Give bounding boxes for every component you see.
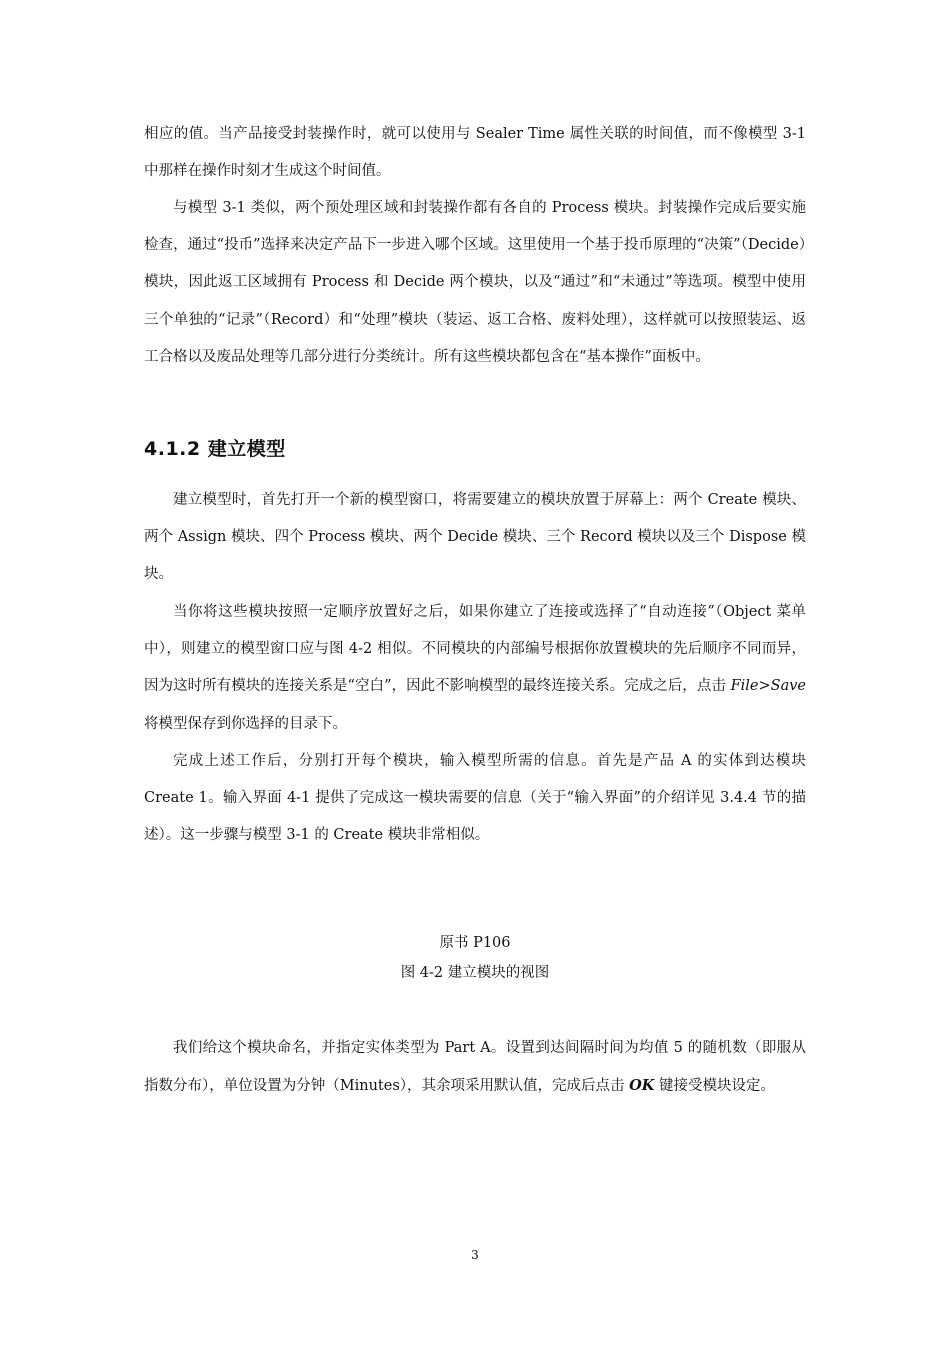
paragraph-connect-modules xyxy=(144,594,806,743)
paragraph-process-modules xyxy=(144,190,806,376)
paragraph-text-end: 键接受模块设定。 xyxy=(654,1078,775,1095)
paragraph-text-start: 当你将这些模块按照一定顺序放置好之后，如果你建立了连接或选择了“自动连接”（Object 菜单中），则建立的模型窗口应与图 4-2 相似。不同模块的内部编号根据你放置模块的先后顺序不同而异，因为这时所有模块的连接关系是“空白”，因此不影响模型的最终连接关系。完成之后，点击 xyxy=(144,604,806,695)
paragraph-name-module xyxy=(144,1030,806,1105)
section-heading: 4.1.2 建立模型 xyxy=(144,438,286,460)
paragraph-continued xyxy=(144,116,806,190)
ok-key-label: OK xyxy=(629,1077,655,1095)
paragraph-text: 相应的值。当产品接受封装操作时，就可以使用与 Sealer Time 属性关联的时间值，而不像模型 3-1 中那样在操作时刻才生成这个时间值。 xyxy=(144,126,806,180)
paragraph-place-modules xyxy=(144,482,806,594)
paragraph-text: 与模型 3-1 类似，两个预处理区域和封装操作都有各自的 Process 模块。封装操作完成后要实施检查，通过“投币”选择来决定产品下一步进入哪个区域。这里使用一个基于投币原理的“决策”（Decide）模块，因此返工区域拥有 Process 和 Decide 两个模块，以及“通过”和“未通过”等选项。模型中使用三个单独的“记录”（Record）和“处理”模块（装运、返工合格、废料处理），这样就可以按照装运、返工合格以及废品处理等几部分进行分类统计。所有这些模块都包含在“基本操作”面板中。 xyxy=(144,200,806,365)
menu-path-file-save: File>Save xyxy=(730,678,806,695)
figure-source-note: 原书 P106 xyxy=(439,935,511,951)
paragraph-text-end: 将模型保存到你选择的目录下。 xyxy=(144,715,347,732)
paragraph-text: 完成上述工作后，分别打开每个模块，输入模型所需的信息。首先是产品 A 的实体到达模块 Create 1。输入界面 4-1 提供了完成这一模块需要的信息（关于“输入界面”的介绍详见 3.4.4 节的描述）。这一步骤与模型 3-1 的 Create 模块非常相似。 xyxy=(144,753,806,844)
figure-caption: 图 4-2 建立模块的视图 xyxy=(400,965,550,981)
paragraph-text-start: 我们给这个模块命名，并指定实体类型为 Part A。设置到达间隔时间为均值 5 的随机数（即服从指数分布），单位设置为分钟（Minutes），其余项采用默认值，完成后点击 xyxy=(144,1040,806,1095)
paragraph-text: 建立模型时，首先打开一个新的模型窗口，将需要建立的模块放置于屏幕上：两个 Create 模块、两个 Assign 模块、四个 Process 模块、两个 Decide 模块、三个 Record 模块以及三个 Dispose 模块。 xyxy=(144,492,806,583)
paragraph-enter-info xyxy=(144,743,806,855)
page-number: 3 xyxy=(471,1248,479,1262)
